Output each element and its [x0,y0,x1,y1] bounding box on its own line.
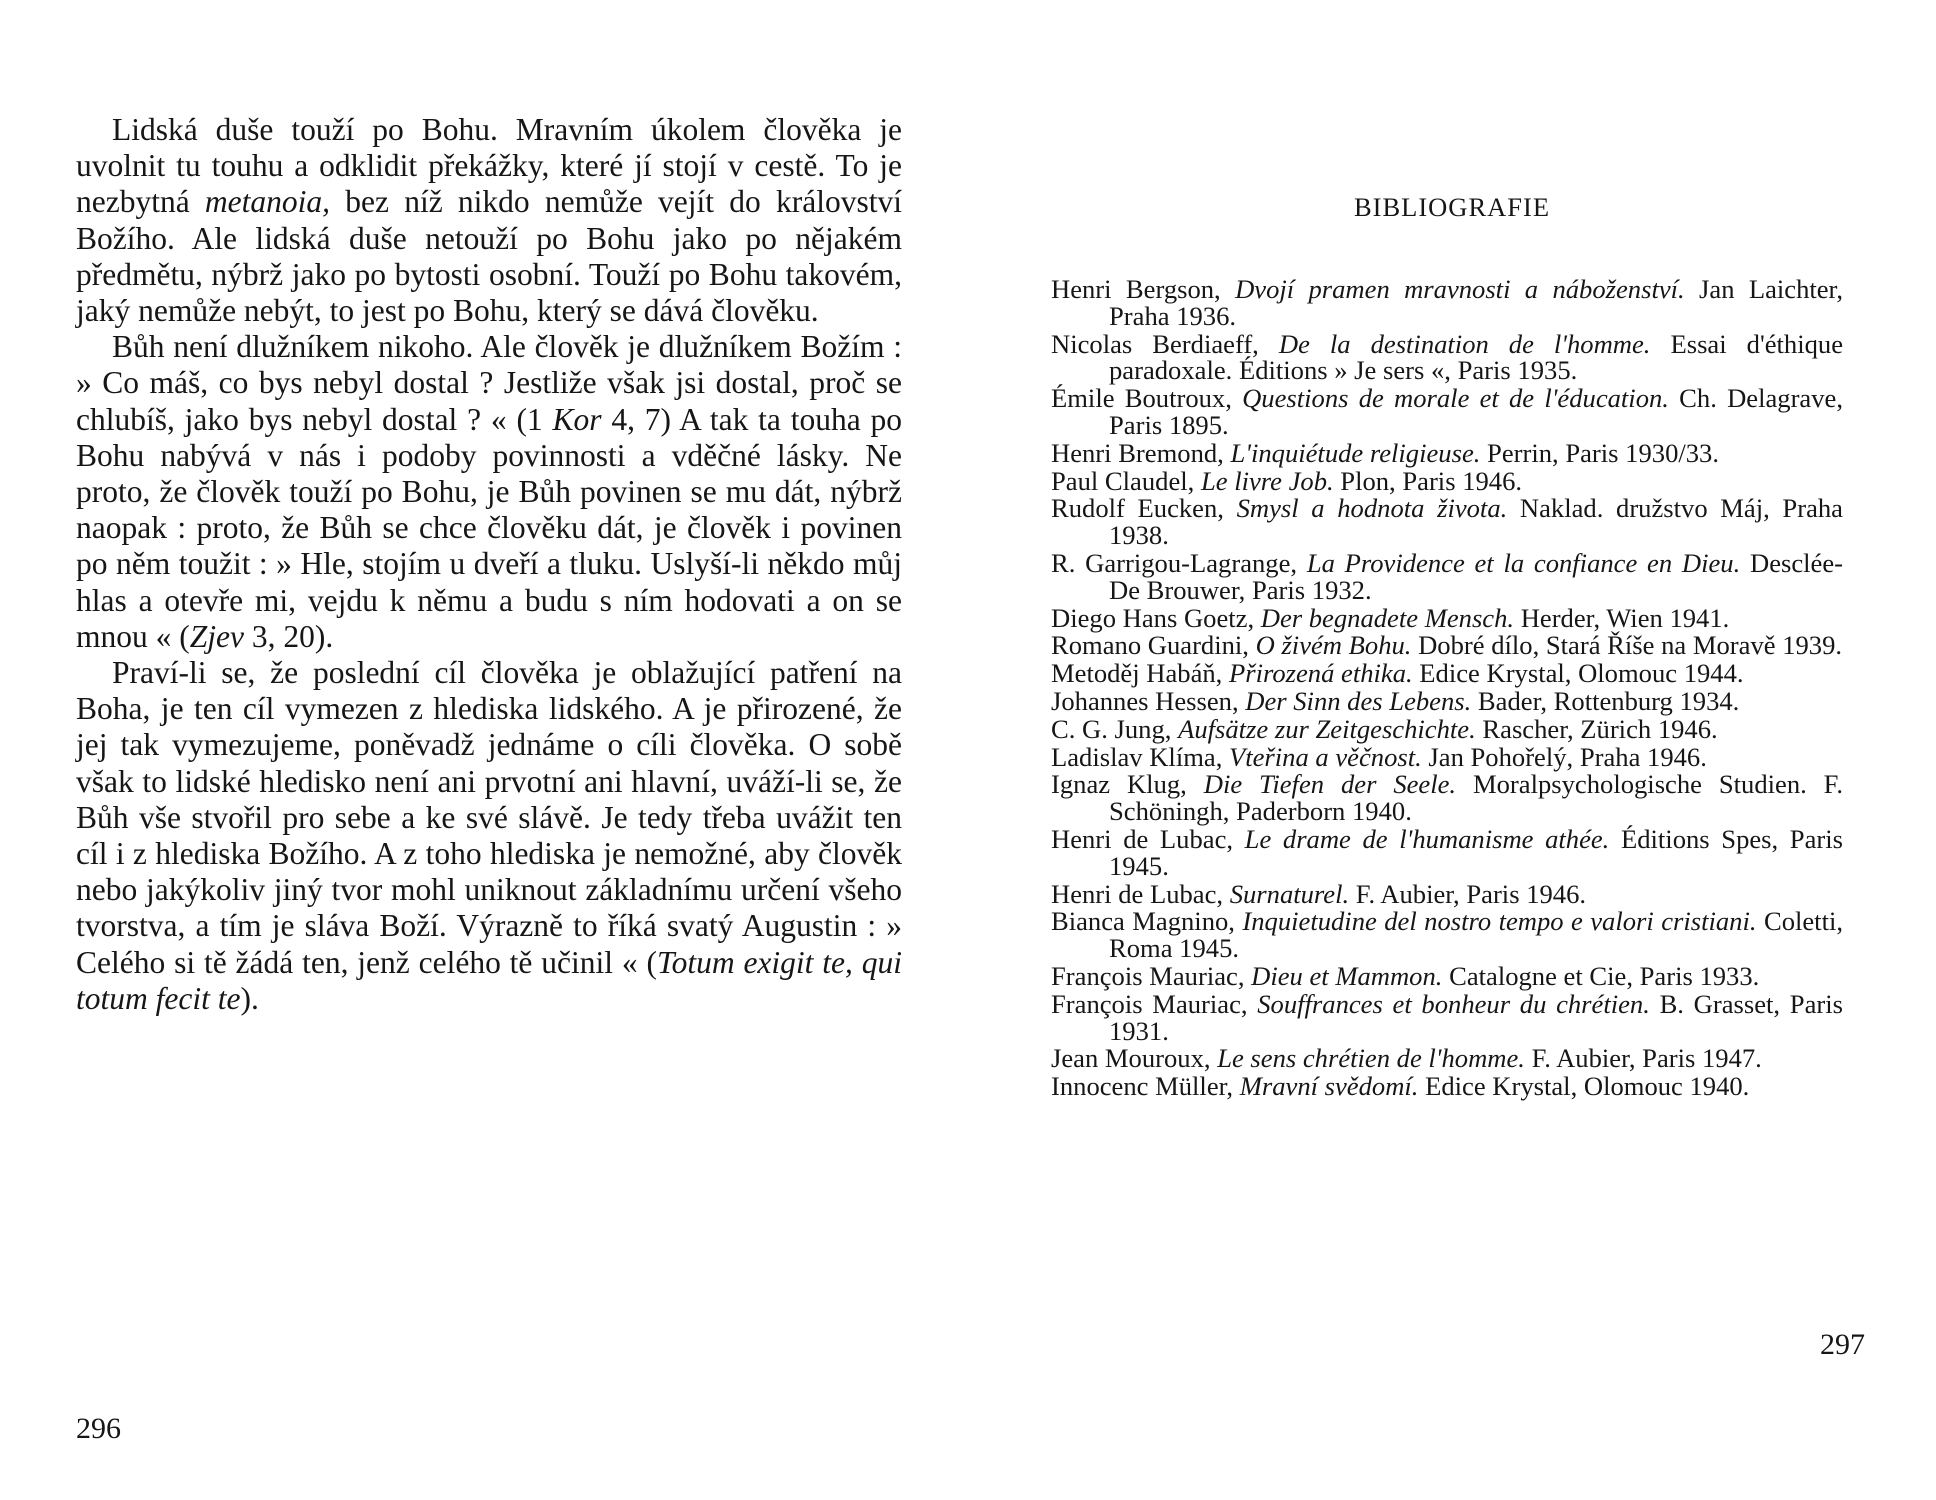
text-run: Diego Hans Goetz, [1051,602,1261,633]
italic-text: La Providence et la confiance en Dieu. [1306,547,1741,578]
italic-text: Surnaturel. [1229,878,1350,909]
text-run: Bader, Rottenburg 1934. [1471,685,1740,716]
bibliography-list [1051,276,1843,1101]
italic-text: Kor [552,401,602,437]
text-run: Éditions Spes, Paris 1945. [1109,823,1843,881]
page-number: 297 [1820,1328,1865,1361]
bibliography-entry [1051,602,1843,633]
bibliography-entry [1051,495,1843,549]
text-run: Ignaz Klug, [1051,769,1204,800]
bibliography-title: BIBLIOGRAFIE [1353,192,1551,222]
text-run: Edice Krystal, Olomouc 1940. [1418,1071,1750,1102]
italic-text: De la destination de l'homme. [1278,328,1651,359]
italic-text: L'inquiétude religieuse. [1230,437,1481,468]
text-run: Perrin, Paris 1930/33. [1480,437,1719,468]
italic-text: Der begnadete Mensch. [1260,602,1515,633]
text-run: F. Aubier, Paris 1947. [1524,1043,1762,1074]
text-run: Johannes Hessen, [1051,685,1246,716]
italic-text: Přirozená ethika. [1228,658,1413,689]
italic-text: Souffrances et bonheur du chrétien. [1257,988,1650,1019]
text-run: Bianca Magnino, [1051,906,1243,937]
bibliography-entry [1051,988,1843,1046]
italic-text: Le drame de l'humanisme athée. [1244,823,1610,854]
body-text [76,112,902,1017]
bibliography-entry [1051,685,1843,716]
text-run: Jan Pohořelý, Praha 1946. [1421,741,1707,772]
text-run: Edice Krystal, Olomouc 1944. [1412,658,1744,689]
text-run: François Mauriac, [1051,960,1252,991]
text-run: Émile Boutroux, [1051,383,1243,414]
italic-text: Aufsätze zur Zeitgeschichte. [1178,713,1476,744]
text-run: Henri Bergson, [1051,274,1236,304]
text-run: Paul Claudel, [1051,465,1201,496]
text-run: Jean Mouroux, [1051,1043,1218,1074]
italic-text: Mravní svědomí. [1239,1071,1419,1102]
italic-text: O živém Bohu. [1255,630,1412,661]
text-run: bez níž nikdo nemůže vejít do království Božího. Ale lidská duše netouží po Bohu jako po nějakém předmětu, nýbrž jako po bytosti osobní. Touží po Bohu takovém, jaký nemůže nebýt, to jest po Bohu, který se dává člověku. [76,184,902,329]
bibliography-entry [1051,547,1844,605]
bibliography-entry [1051,465,1843,496]
text-run: B. Grasset, Paris 1931. [1109,988,1843,1046]
text-run: Henri de Lubac, [1051,878,1230,909]
text-run: R. Garrigou-Lagrange, [1051,547,1307,578]
italic-text: Die Tiefen der Seele. [1203,769,1457,800]
text-run: Bůh není dlužníkem nikoho. Ale člověk je dlužníkem Božím : » Co máš, co bys nebyl dostal ? Jestliže však jsi dostal, proč se chlubíš, jako bys nebyl dostal ? « (1 [76,329,902,437]
text-run: 4, 7) A tak ta touha po Bohu nabývá v nás i podoby povinnosti a vděčné lásky. Ne proto, že člověk touží po Bohu, je Bůh povinen se mu dát, nýbrž naopak : proto, že Bůh se chce člověku dát, je člověk i povinen po něm toužit : » Hle, stojím u dveří a tluku. Uslyší-li někdo můj hlas a otevře mi, vejdu k němu a budu s ním hodovati a on se mnou « ( [76,401,902,654]
text-run: Henri de Lubac, [1051,823,1245,854]
italic-text: Le sens chrétien de l'homme. [1217,1043,1525,1074]
bibliography-entry [1051,660,1843,687]
italic-text: Vteřina a věčnost. [1229,741,1422,772]
italic-text: Le livre Job. [1200,465,1334,496]
text-run: ). [240,980,259,1016]
text-run: Jan Laichter, Praha 1936. [1109,274,1844,331]
paragraph [76,329,902,655]
bibliography-entry [1051,713,1843,744]
text-run: Plon, Paris 1946. [1333,465,1523,496]
text-run: Lidská duše touží po Bohu. Mravním úkolem člověka je uvolnit tu touhu a odklidit překážky, které jí stojí v cestě. To je nezbytná [76,112,902,220]
italic-text: Smysl a hodnota života. [1236,493,1508,524]
text-run: Ladislav Klíma, [1051,741,1229,772]
text-run: Dobré dílo, Stará Říše na Moravě 1939. [1411,630,1843,661]
text-run: Metoděj Habáň, [1051,658,1229,689]
paragraph [76,655,902,1017]
text-run: Henri Bremond, [1051,437,1231,468]
text-run: F. Aubier, Paris 1946. [1349,878,1587,909]
bibliography-entry [1051,771,1843,825]
bibliography-entry [1051,632,1843,659]
text-run: C. G. Jung, [1051,713,1179,744]
bibliography-entry [1051,385,1843,439]
right-page [968,0,1936,1500]
text-run: 3, 20). [243,618,334,654]
text-run: Innocenc Müller, [1051,1071,1240,1102]
italic-text: Questions de morale et de l'éducation. [1242,383,1669,414]
bibliography-entry [1051,276,1843,330]
text-run: Herder, Wien 1941. [1514,602,1730,633]
bibliography-entry [1051,960,1843,991]
italic-text: Dvojí pramen mravnosti a náboženství. [1235,274,1685,304]
paragraph [76,112,902,329]
italic-text: Der Sinn des Lebens. [1245,685,1472,716]
text-run: Praví-li se, že poslední cíl člověka je oblažující patření na Boha, je ten cíl vymezen z hlediska lidského. A je přirozené, že jej tak vymezujeme, poněvadž jednáme o cíli člověka. O sobě však to lidské hledisko není ani prvotní ani hlavní, uváží-li se, že Bůh vše stvořil pro sebe a ke své slávě. Je tedy třeba uvážit ten cíl i z hlediska Božího. A z toho hlediska je nemožné, aby člověk nebo jakýkoliv jiný tvor mohl uniknout základnímu určení všeho tvorstva, a tím je sláva Boží. Výrazně to říká svatý Augustin : » Celého si tě žádá ten, jenž celého tě učinil « ( [76,655,902,980]
italic-text: Inquietudine del nostro tempo e valori cristiani. [1242,906,1757,937]
text-run: Essai d'éthique paradoxale. Éditions » Je sers «, Paris 1935. [1109,328,1844,386]
text-run: Desclée-De Brouwer, Paris 1932. [1109,547,1844,605]
italic-text: Dieu et Mammon. [1251,960,1443,991]
italic-text: Totum exigit te, qui totum fecit te [76,944,902,1016]
text-run: Rascher, Zürich 1946. [1475,713,1718,744]
page-number: 296 [76,1412,121,1445]
italic-text: Zjev [189,618,244,654]
bibliography-entry [1051,908,1843,962]
bibliography-entry [1051,328,1844,386]
text-run: Nicolas Berdiaeff, [1051,328,1279,359]
bibliography-entry [1051,823,1843,881]
text-run: Ch. Delagrave, Paris 1895. [1109,383,1843,440]
text-run: Moralpsychologische Studien. F. Schöningh, Paderborn 1940. [1109,769,1843,827]
bibliography-entry [1051,1045,1843,1072]
bibliography-entry [1051,878,1843,909]
text-run: Romano Guardini, [1051,630,1256,661]
bibliography-entry [1051,437,1843,468]
bibliography-entry [1051,1073,1843,1100]
bibliography-entry [1051,741,1843,772]
text-run: Catalogne et Cie, Paris 1933. [1442,960,1760,991]
text-run: François Mauriac, [1051,988,1258,1019]
text-run: Rudolf Eucken, [1051,493,1237,524]
text-run: Coletti, Roma 1945. [1109,906,1843,964]
italic-text: metanoia, [204,184,331,220]
text-run: Naklad. družstvo Máj, Praha 1938. [1109,493,1843,551]
